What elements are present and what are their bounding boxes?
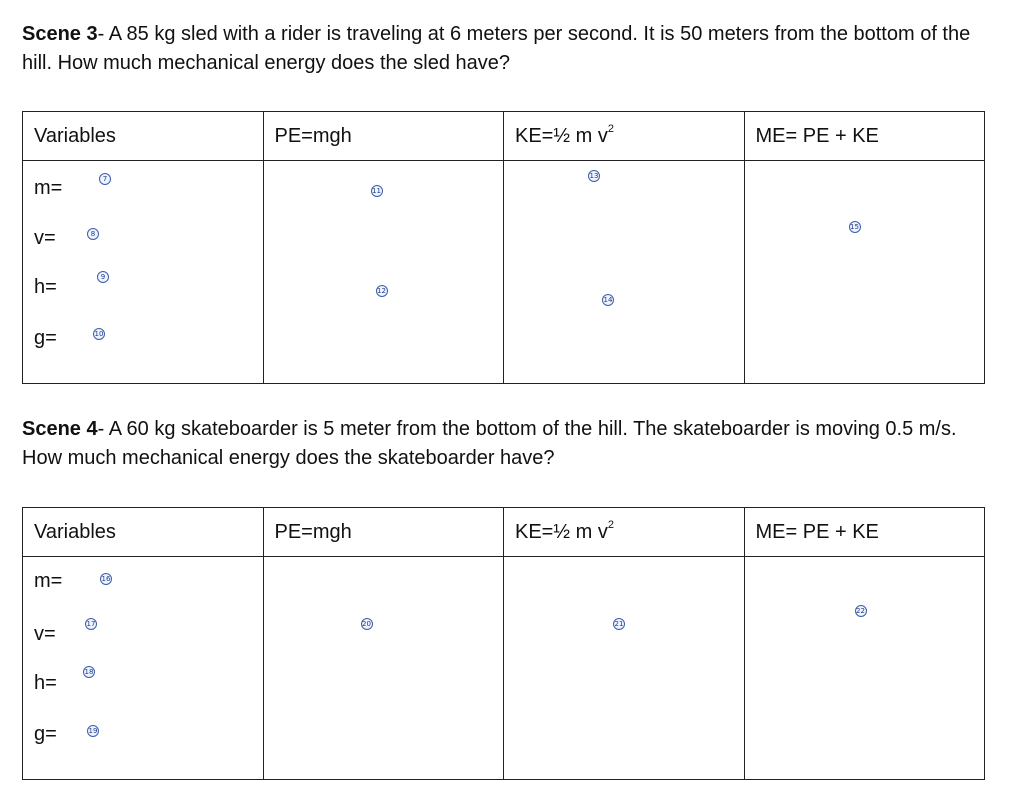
answer-marker-12[interactable]: 12	[377, 287, 386, 295]
scene3-header-ke-sup: 2	[607, 122, 614, 135]
scene4-text: - A 60 kg skateboarder is 5 meter from the bottom of the hill. The skateboarder is moving 0.5 m/s. How much mechanical energy does the skateboarder have?	[22, 418, 957, 469]
scene3-header-me: ME= PE + KE	[744, 112, 985, 161]
scene3-text: - A 85 kg sled with a rider is traveling at 6 meters per second. It is 50 meters from the bottom of the hill. How much mechanical energy does the sled have?	[22, 23, 971, 74]
answer-marker-17[interactable]: 17	[86, 620, 96, 628]
scene4-header-ke	[504, 508, 745, 557]
scene4-label: Scene 4	[22, 418, 98, 440]
answer-marker-14[interactable]: 14	[603, 296, 613, 304]
scene4-var-m: m=	[34, 570, 63, 592]
answer-marker-18[interactable]: 18	[84, 668, 94, 676]
scene3-var-v: v=	[34, 227, 56, 249]
scene3-var-h: h=	[34, 276, 57, 298]
answer-marker-22[interactable]: 22	[856, 607, 865, 615]
answer-marker-8[interactable]: 8	[87, 228, 99, 240]
scene4-prompt	[22, 415, 984, 473]
answer-marker-20[interactable]: 20	[362, 620, 371, 628]
answer-marker-21[interactable]: 21	[614, 620, 624, 628]
scene3-pe-cell[interactable]	[263, 161, 504, 384]
scene3-variables-cell[interactable]	[23, 161, 264, 384]
scene3-header-ke-text: KE=½ m v	[515, 124, 608, 147]
scene4-variables-cell[interactable]	[23, 557, 264, 780]
scene3-table	[22, 111, 985, 384]
answer-marker-13[interactable]: 13	[589, 172, 599, 180]
scene4-pe-cell[interactable]	[263, 557, 504, 780]
scene3-ke-cell[interactable]	[504, 161, 745, 384]
scene4-header-pe: PE=mgh	[263, 508, 504, 557]
scene3-prompt	[22, 20, 984, 78]
scene4-me-cell[interactable]	[744, 557, 985, 780]
answer-marker-10[interactable]: 10	[94, 330, 104, 338]
scene4-table	[22, 507, 985, 780]
scene3-me-cell[interactable]	[744, 161, 985, 384]
scene4-var-h: h=	[34, 672, 57, 694]
scene4-header-ke-sup: 2	[607, 518, 614, 531]
scene4-var-v: v=	[34, 623, 56, 645]
scene3-var-g: g=	[34, 327, 57, 349]
scene3-header-pe: PE=mgh	[263, 112, 504, 161]
answer-marker-16[interactable]: 16	[101, 575, 111, 583]
scene3-label: Scene 3	[22, 23, 98, 45]
scene4-var-g: g=	[34, 723, 57, 745]
answer-marker-7[interactable]: 7	[99, 173, 111, 185]
answer-marker-15[interactable]: 15	[850, 223, 859, 231]
scene3-header-ke	[504, 112, 745, 161]
answer-marker-9[interactable]: 9	[97, 271, 109, 283]
answer-marker-11[interactable]: 11	[372, 187, 381, 195]
scene3-header-variables: Variables	[23, 112, 264, 161]
scene4-header-variables: Variables	[23, 508, 264, 557]
scene4-ke-cell[interactable]	[504, 557, 745, 780]
scene4-header-ke-text: KE=½ m v	[515, 520, 608, 543]
answer-marker-19[interactable]: 19	[88, 727, 98, 735]
scene3-var-m: m=	[34, 177, 63, 199]
scene4-header-me: ME= PE + KE	[744, 508, 985, 557]
